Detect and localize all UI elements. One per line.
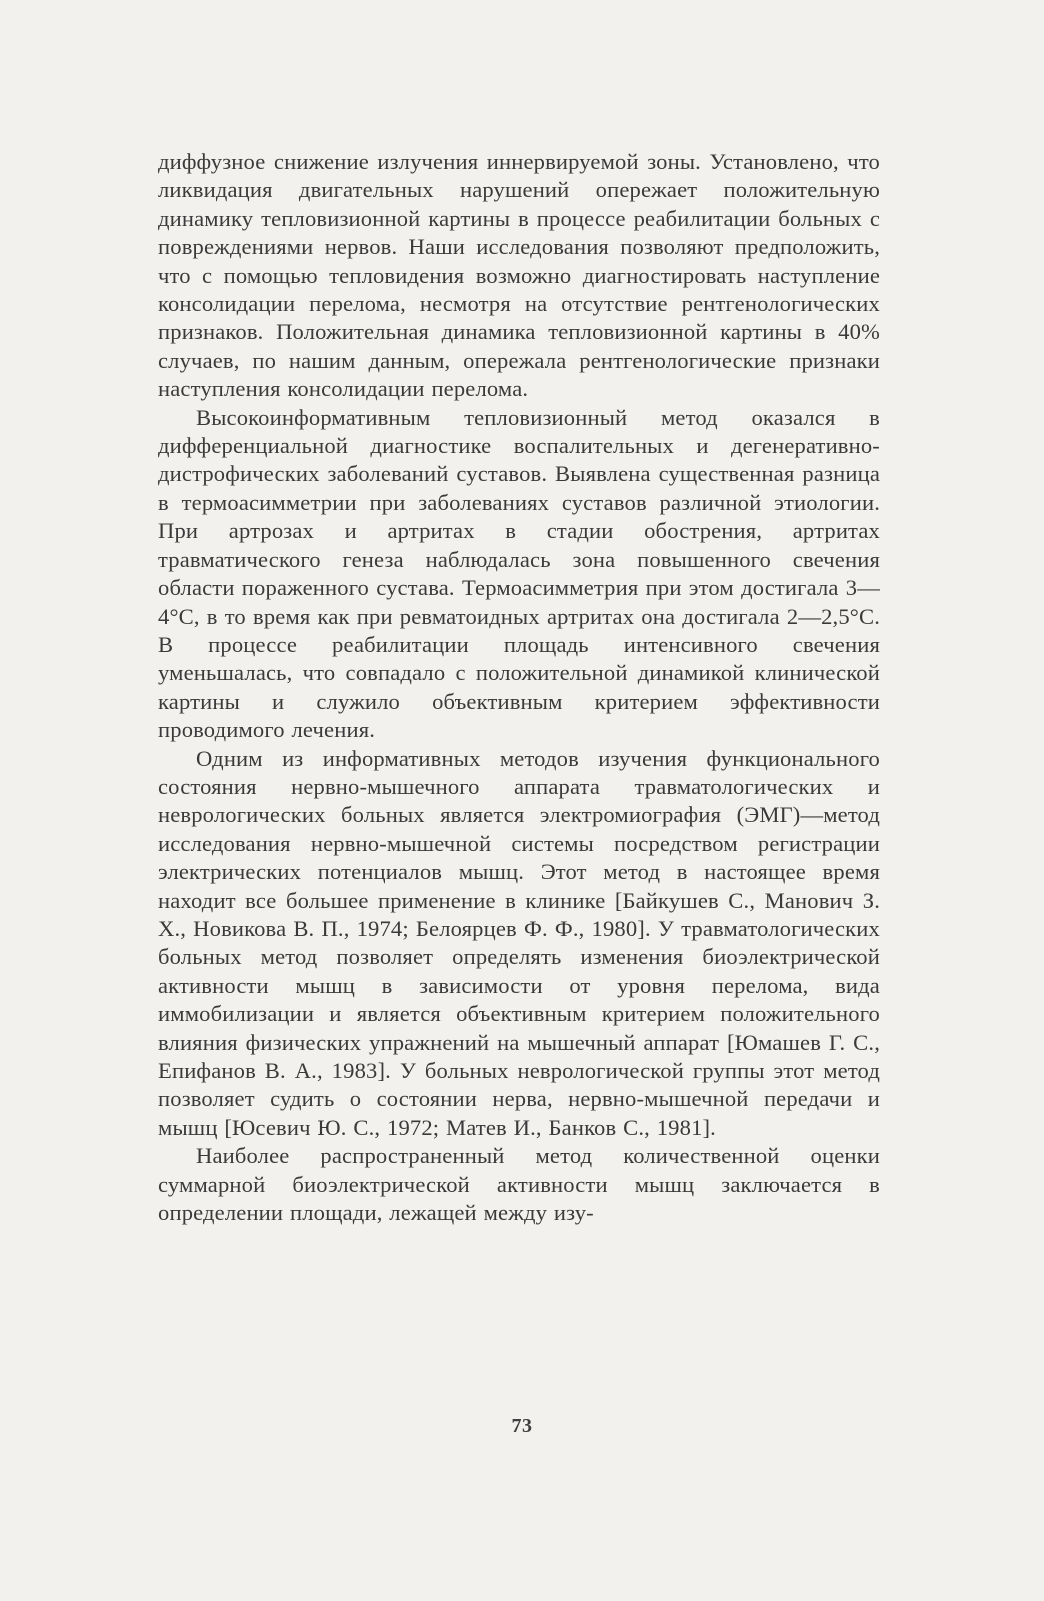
page-body — [158, 148, 880, 1227]
paragraph-2: Высокоинформативным тепловизионный метод оказался в дифференциальной диагностике воспалительных и дегенеративно-дистрофических заболеваний суставов. Выявлена существенная разница в термоасимметрии при заболеваниях суставов различной этиологии. При артрозах и артритах в стадии обострения, артритах травматического генеза наблюдалась зона повышенного свечения области пораженного сустава. Термоасимметрия при этом достигала 3—4°С, в то время как при ревматоидных артритах она достигала 2—2,5°С. В процессе реабилитации площадь интенсивного свечения уменьшалась, что совпадало с положительной динамикой клинической картины и служило объективным критерием эффективности проводимого лечения. — [158, 404, 880, 743]
paragraph-1: диффузное снижение излучения иннервируемой зоны. Установлено, что ликвидация двигательных нарушений опережает положительную динамику тепловизионной картины в процессе реабилитации больных с повреждениями нервов. Наши исследования позволяют предположить, что с помощью тепловидения возможно диагностировать наступление консолидации перелома, несмотря на отсутствие рентгенологических признаков. Положительная динамика тепловизионной картины в 40% случаев, по нашим данным, опережала рентгенологические признаки наступления консолидации перелома. — [158, 149, 880, 402]
page-number: 73 — [511, 1415, 533, 1437]
paragraph-3: Одним из информативных методов изучения функционального состояния нервно-мышечного аппарата травматологических и неврологических больных является электромиография (ЭМГ)—метод исследования нервно-мышечной системы посредством регистрации электрических потенциалов мышц. Этот метод в настоящее время находит все большее применение в клинике [Байкушев С., Манович З. Х., Новикова В. П., 1974; Белоярцев Ф. Ф., 1980]. У травматологических больных метод позволяет определять изменения биоэлектрической активности мышц в зависимости от уровня перелома, вида иммобилизации и является объективным критерием положительного влияния физических упражнений на мышечный аппарат [Юмашев Г. С., Епифанов В. А., 1983]. У больных неврологической группы этот метод позволяет судить о состоянии нерва, нервно-мышечной передачи и мышц [Юсевич Ю. С., 1972; Матев И., Банков С., 1981]. — [158, 745, 880, 1140]
paragraph-4: Наиболее распространенный метод количественной оценки суммарной биоэлектрической активности мышц заключается в определении площади, лежащей между изу- — [158, 1143, 880, 1226]
